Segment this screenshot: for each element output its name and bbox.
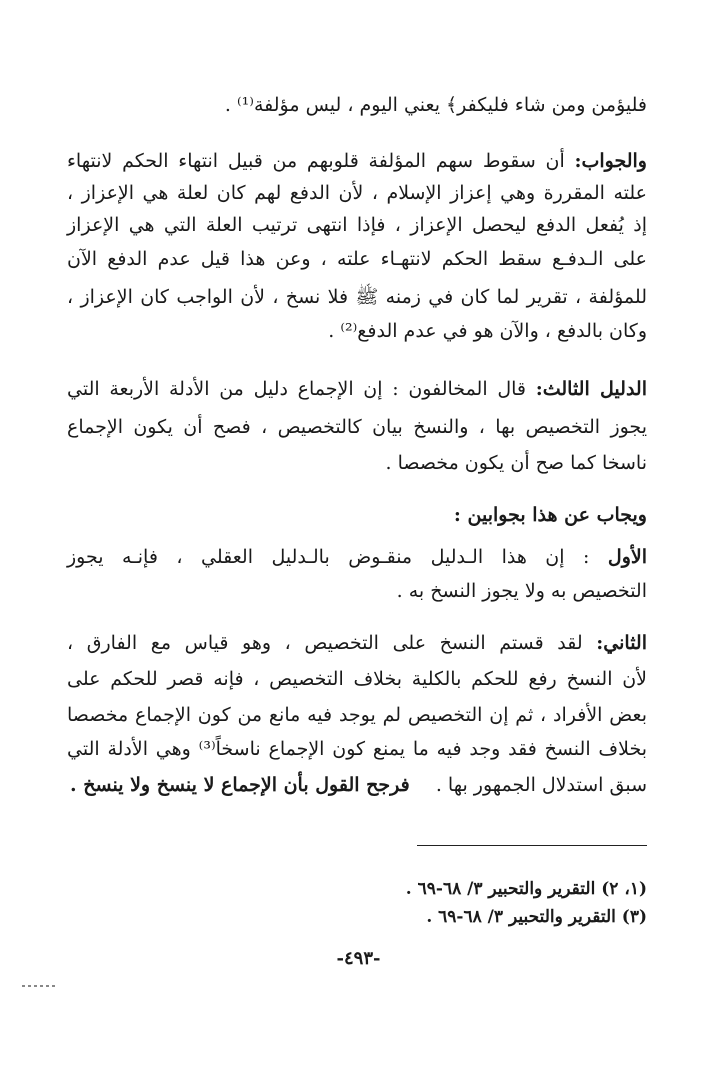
line-text: فليؤمن ومن شاء فليكفر﴾ يعني اليوم ، ليس مؤلفة⁽¹⁾ .: [224, 94, 647, 116]
paragraph-lead: والجواب:: [574, 150, 647, 172]
footnote: [406, 876, 647, 902]
text-line: [67, 770, 647, 800]
text-line: [67, 664, 647, 694]
line-text: لأن النسخ رفع للحكم بالكلية بخلاف التخصيص ، فإنه قصر للحكم على: [67, 668, 647, 690]
line-text: أن سقوط سهم المؤلفة قلوبهم من قبيل انتهاء الحكم لانتهاء: [67, 150, 575, 172]
scan-mark: [22, 985, 58, 987]
text-line: [67, 628, 647, 658]
page-number: -٤٩٣-: [336, 948, 381, 969]
line-text: ناسخا كما صح أن يكون مخصصا .: [385, 452, 647, 474]
paragraph-lead: الثاني:: [596, 632, 647, 654]
text-line: [67, 542, 647, 572]
line-text: على الـدفـع سقط الحكم لانتهـاء علته ، وعن هذا قيل عدم الدفع الآن: [67, 248, 647, 270]
footnote-separator: [417, 845, 647, 846]
line-text: إذ يُفعل الدفع ليحصل الإعزاز ، فإذا انتهى ترتيب العلة التي هي الإعزاز: [67, 214, 647, 236]
line-text: يجوز التخصيص بها ، والنسخ بيان كالتخصيص ، فصح أن يكون الإجماع: [67, 416, 647, 438]
line-text: سبق استدلال الجمهور بها .: [435, 774, 647, 796]
line-text: بعض الأفراد ، ثم إن التخصيص لم يوجد فيه مانع من كون الإجماع مخصصا: [67, 704, 647, 726]
line-text: ويجاب عن هذا بجوابين :: [453, 504, 647, 526]
paragraph-lead: الأول: [607, 546, 647, 568]
footnote: [426, 904, 647, 930]
line-text: للمؤلفة ، تقرير لما كان في زمنه ﷺ فلا نسخ ، لأن الواجب كان الإعزاز ،: [67, 286, 647, 308]
text-line: [67, 90, 647, 120]
footnote-text: (١، ٢) التقرير والتحبير ٣/ ٦٨-٦٩ .: [405, 879, 647, 899]
text-line: [67, 412, 647, 442]
line-text: وكان بالدفع ، والآن هو في عدم الدفع⁽²⁾ .: [328, 320, 647, 342]
footnote-text: (٣) التقرير والتحبير ٣/ ٦٨-٦٩ .: [426, 907, 647, 927]
text-line: [67, 316, 647, 346]
text-line: [67, 700, 647, 730]
text-line: [67, 178, 647, 208]
line-text: : إن هذا الـدليل منقـوض بالـدليل العقلي ، فإنـه يجوز: [67, 546, 608, 568]
text-line: [67, 146, 647, 176]
text-line: [67, 734, 647, 764]
line-text: التخصيص به ولا يجوز النسخ به .: [396, 580, 647, 602]
conclusion-text: فرجح القول بأن الإجماع لا ينسخ ولا ينسخ .: [70, 774, 410, 796]
line-text: قال المخالفون : إن الإجماع دليل من الأدلة الأربعة التي: [67, 378, 536, 400]
text-line: [67, 282, 647, 312]
text-line: [67, 374, 647, 404]
line-text: بخلاف النسخ فقد وجد فيه ما يمنع كون الإجماع ناسخاً⁽³⁾ وهي الأدلة التي: [67, 738, 647, 760]
line-text: علته المقررة وهي إعزاز الإسلام ، لأن الدفع لهم كان لعلة هي الإعزاز ،: [67, 182, 647, 204]
line-text: لقد قستم النسخ على التخصيص ، وهو قياس مع الفارق ،: [67, 632, 597, 654]
text-line: [67, 576, 647, 606]
text-line: [67, 244, 647, 274]
text-line: [67, 448, 647, 478]
text-line: [67, 500, 647, 530]
text-line: [67, 210, 647, 240]
paragraph-lead: الدليل الثالث:: [535, 378, 647, 400]
